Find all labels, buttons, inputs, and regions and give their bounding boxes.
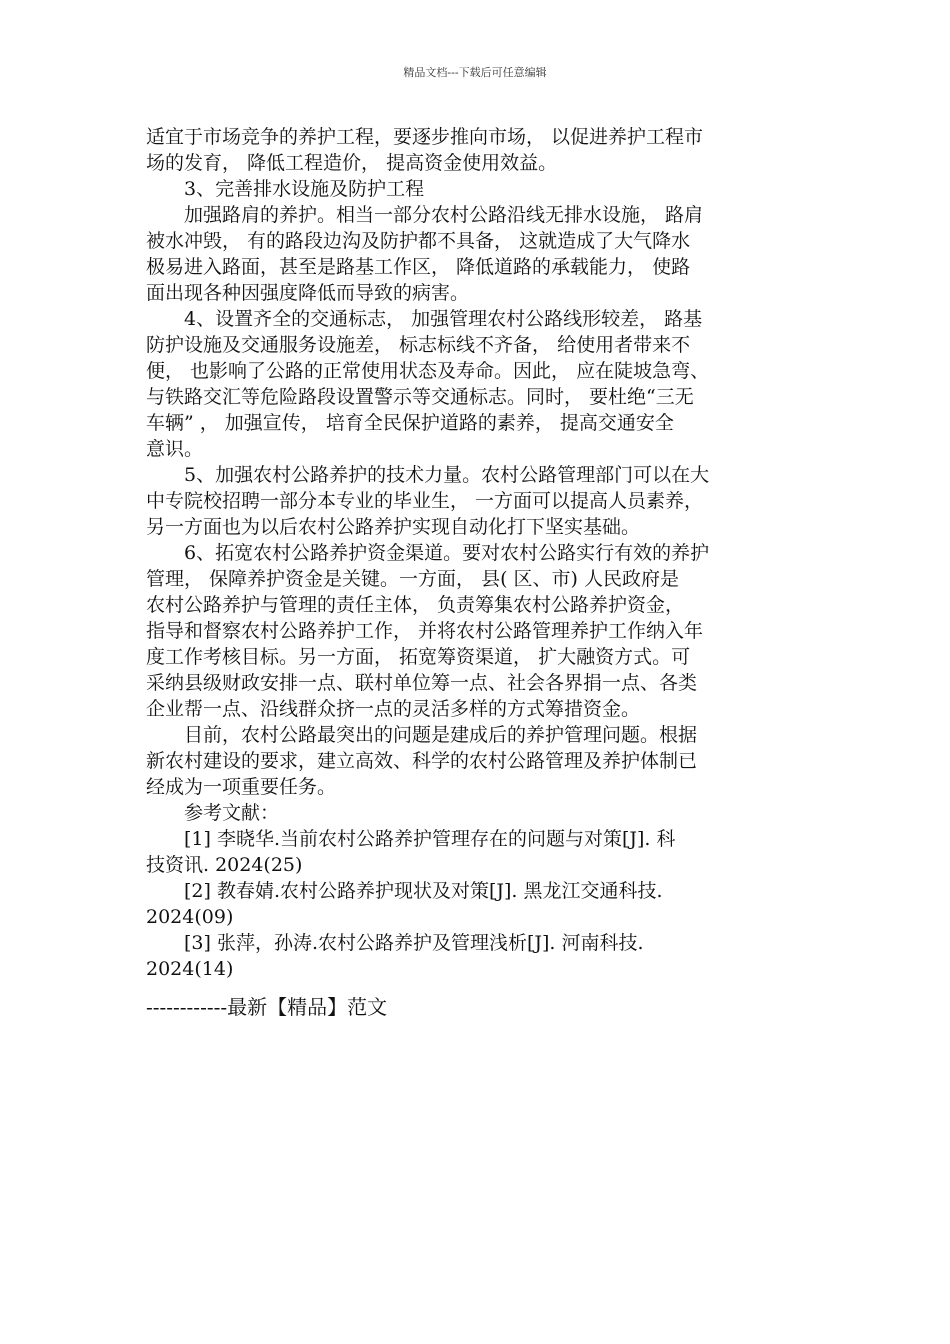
reference-item: 技资讯. 2024(25) bbox=[146, 854, 303, 876]
reference-item: 2024(14) bbox=[146, 958, 234, 980]
text-line: 目前，农村公路最突出的问题是建成后的养护管理问题。根据 bbox=[146, 724, 698, 746]
text-line: 车辆” ， 加强宣传， 培育全民保护道路的素养， 提高交通安全 bbox=[146, 412, 674, 434]
reference-item: [1] 李晓华.当前农村公路养护管理存在的问题与对策[J]. 科 bbox=[146, 828, 676, 850]
text-line: 另一方面也为以后农村公路养护实现自动化打下坚实基础。 bbox=[146, 516, 641, 538]
text-line: 新农村建设的要求，建立高效、科学的农村公路管理及养护体制已 bbox=[146, 750, 698, 772]
document-body bbox=[146, 124, 810, 982]
text-line: 与铁路交汇等危险路段设置警示等交通标志。同时， 要杜绝“三无 bbox=[146, 386, 694, 408]
reference-item: [2] 教春婧.农村公路养护现状及对策[J]. 黑龙江交通科技. bbox=[146, 880, 663, 902]
reference-item: 2024(09) bbox=[146, 906, 234, 928]
text-line: 防护设施及交通服务设施差， 标志标线不齐备， 给使用者带来不 bbox=[146, 334, 691, 356]
text-line: 意识。 bbox=[146, 438, 204, 460]
text-line: 5、加强农村公路养护的技术力量。农村公路管理部门可以在大 bbox=[146, 464, 710, 486]
text-line: 被水冲毁， 有的路段边沟及防护都不具备， 这就造成了大气降水 bbox=[146, 230, 691, 252]
text-line: 便， 也影响了公路的正常使用状态及寿命。因此， 应在陡坡急弯、 bbox=[146, 360, 710, 382]
text-line: 适宜于市场竞争的养护工程，要逐步推向市场， 以促进养护工程市 bbox=[146, 126, 704, 148]
text-line: 指导和督察农村公路养护工作， 并将农村公路管理养护工作纳入年 bbox=[146, 620, 704, 642]
references-heading: 参考文献： bbox=[146, 802, 280, 824]
text-line: 管理， 保障养护资金是关键。一方面， 县( 区、市) 人民政府是 bbox=[146, 568, 679, 590]
text-line: 6、拓宽农村公路养护资金渠道。要对农村公路实行有效的养护 bbox=[146, 542, 710, 564]
text-line: 4、设置齐全的交通标志， 加强管理农村公路线形较差， 路基 bbox=[146, 308, 703, 330]
text-line: 度工作考核目标。另一方面， 拓宽筹资渠道， 扩大融资方式。可 bbox=[146, 646, 691, 668]
text-line: 中专院校招聘一部分本专业的毕业生， 一方面可以提高人员素养， bbox=[146, 490, 704, 512]
text-line: 经成为一项重要任务。 bbox=[146, 776, 337, 798]
text-line: 农村公路养护与管理的责任主体， 负责筹集农村公路养护资金， bbox=[146, 594, 685, 616]
reference-item: [3] 张萍，孙涛.农村公路养护及管理浅析[J]. 河南科技. bbox=[146, 932, 644, 954]
section-heading: 3、完善排水设施及防护工程 bbox=[146, 178, 425, 200]
page-header: 精品文档---下载后可任意编辑 bbox=[403, 66, 547, 79]
text-line: 企业帮一点、沿线群众挤一点的灵活多样的方式筹措资金。 bbox=[146, 698, 641, 720]
page-footer: ------------最新【精品】范文 bbox=[146, 995, 388, 1019]
text-line: 极易进入路面，甚至是路基工作区， 降低道路的承载能力， 使路 bbox=[146, 256, 691, 278]
text-line: 采纳县级财政安排一点、联村单位筹一点、社会各界捐一点、各类 bbox=[146, 672, 698, 694]
text-line: 加强路肩的养护。相当一部分农村公路沿线无排水设施， 路肩 bbox=[146, 204, 704, 226]
text-line: 面出现各种因强度降低而导致的病害。 bbox=[146, 282, 470, 304]
text-line: 场的发育， 降低工程造价， 提高资金使用效益。 bbox=[146, 152, 558, 174]
